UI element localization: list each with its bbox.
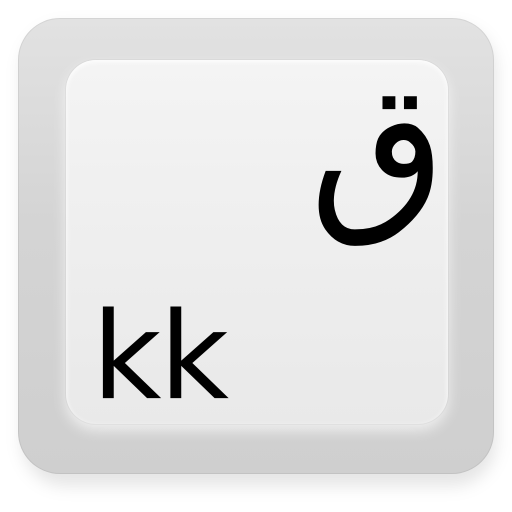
arabic-letter-legend: ق <box>309 45 446 250</box>
latin-letter-legend: kk <box>92 288 227 427</box>
